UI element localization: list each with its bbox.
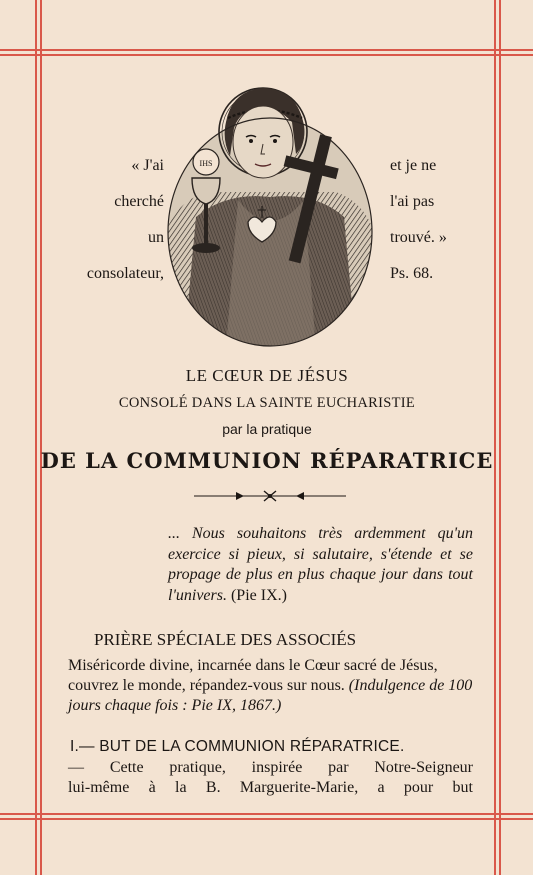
child-jesus-engraving <box>166 82 374 348</box>
psalm-quote-right-line: l'ai pas <box>390 193 435 210</box>
section-heading: I.— BUT DE LA COMMUNION RÉPARATRICE. <box>70 738 405 755</box>
prayer-body-text: Miséricorde divine, incarnée dans le Cœur sacré de Jésus, couvrez le monde, répandez-vous sur nous. <box>68 657 438 694</box>
section-text-line: — Cette pratique, inspirée par Notre-Seigneur <box>68 759 473 776</box>
prayer-heading: PRIÈRE SPÉCIALE DES ASSOCIÉS <box>94 630 357 649</box>
psalm-quote-left <box>72 148 164 292</box>
psalm-quote-left-line: consolateur, <box>86 265 164 282</box>
pius-ix-quotation <box>168 524 473 606</box>
border-rule-top-inner <box>0 54 533 56</box>
indulgence-note: (Indulgence de 100 jours chaque fois : Pie IX, 1867.) <box>68 677 473 714</box>
section-text <box>68 758 473 798</box>
pius-ix-quotation-source: (Pie IX.) <box>230 586 287 604</box>
psalm-quote-right <box>390 148 470 292</box>
border-rule-bottom-outer <box>0 818 533 820</box>
border-rule-top-outer <box>0 49 533 51</box>
host-monogram: IHS <box>199 159 213 168</box>
pius-ix-quotation-text: ... Nous souhaitons très ardemment qu'un exercice si pieux, si salutaire, s'étende et se propage de plus en plus chaque jour dans tout l'univers. <box>168 525 473 604</box>
psalm-quote-right-line: Ps. 68. <box>390 265 434 282</box>
border-rule-right-outer <box>499 0 501 875</box>
prayer-text <box>68 656 473 716</box>
border-rule-bottom-inner <box>0 813 533 815</box>
psalm-quote-left-line: cherché <box>114 193 164 210</box>
title-line-3: par la pratique <box>222 421 312 437</box>
psalm-quote-left-line: « J'ai <box>131 157 164 174</box>
section-text-line: lui-même à la B. Marguerite-Marie, a pour but <box>68 779 473 796</box>
title-line-1: LE CŒUR DE JÉSUS <box>185 366 349 385</box>
border-rule-right-inner <box>494 0 496 875</box>
psalm-quote-left-line: un <box>148 229 164 246</box>
main-title: DE LA COMMUNION RÉPARATRICE <box>40 448 494 473</box>
psalm-quote-right-line: trouvé. » <box>390 229 447 246</box>
psalm-quote-right-line: et je ne <box>390 157 437 174</box>
title-line-2: CONSOLÉ DANS LA SAINTE EUCHARISTIE <box>118 395 416 411</box>
ornament-divider <box>190 489 350 503</box>
border-rule-left-inner <box>40 0 42 875</box>
border-rule-left-outer <box>35 0 37 875</box>
